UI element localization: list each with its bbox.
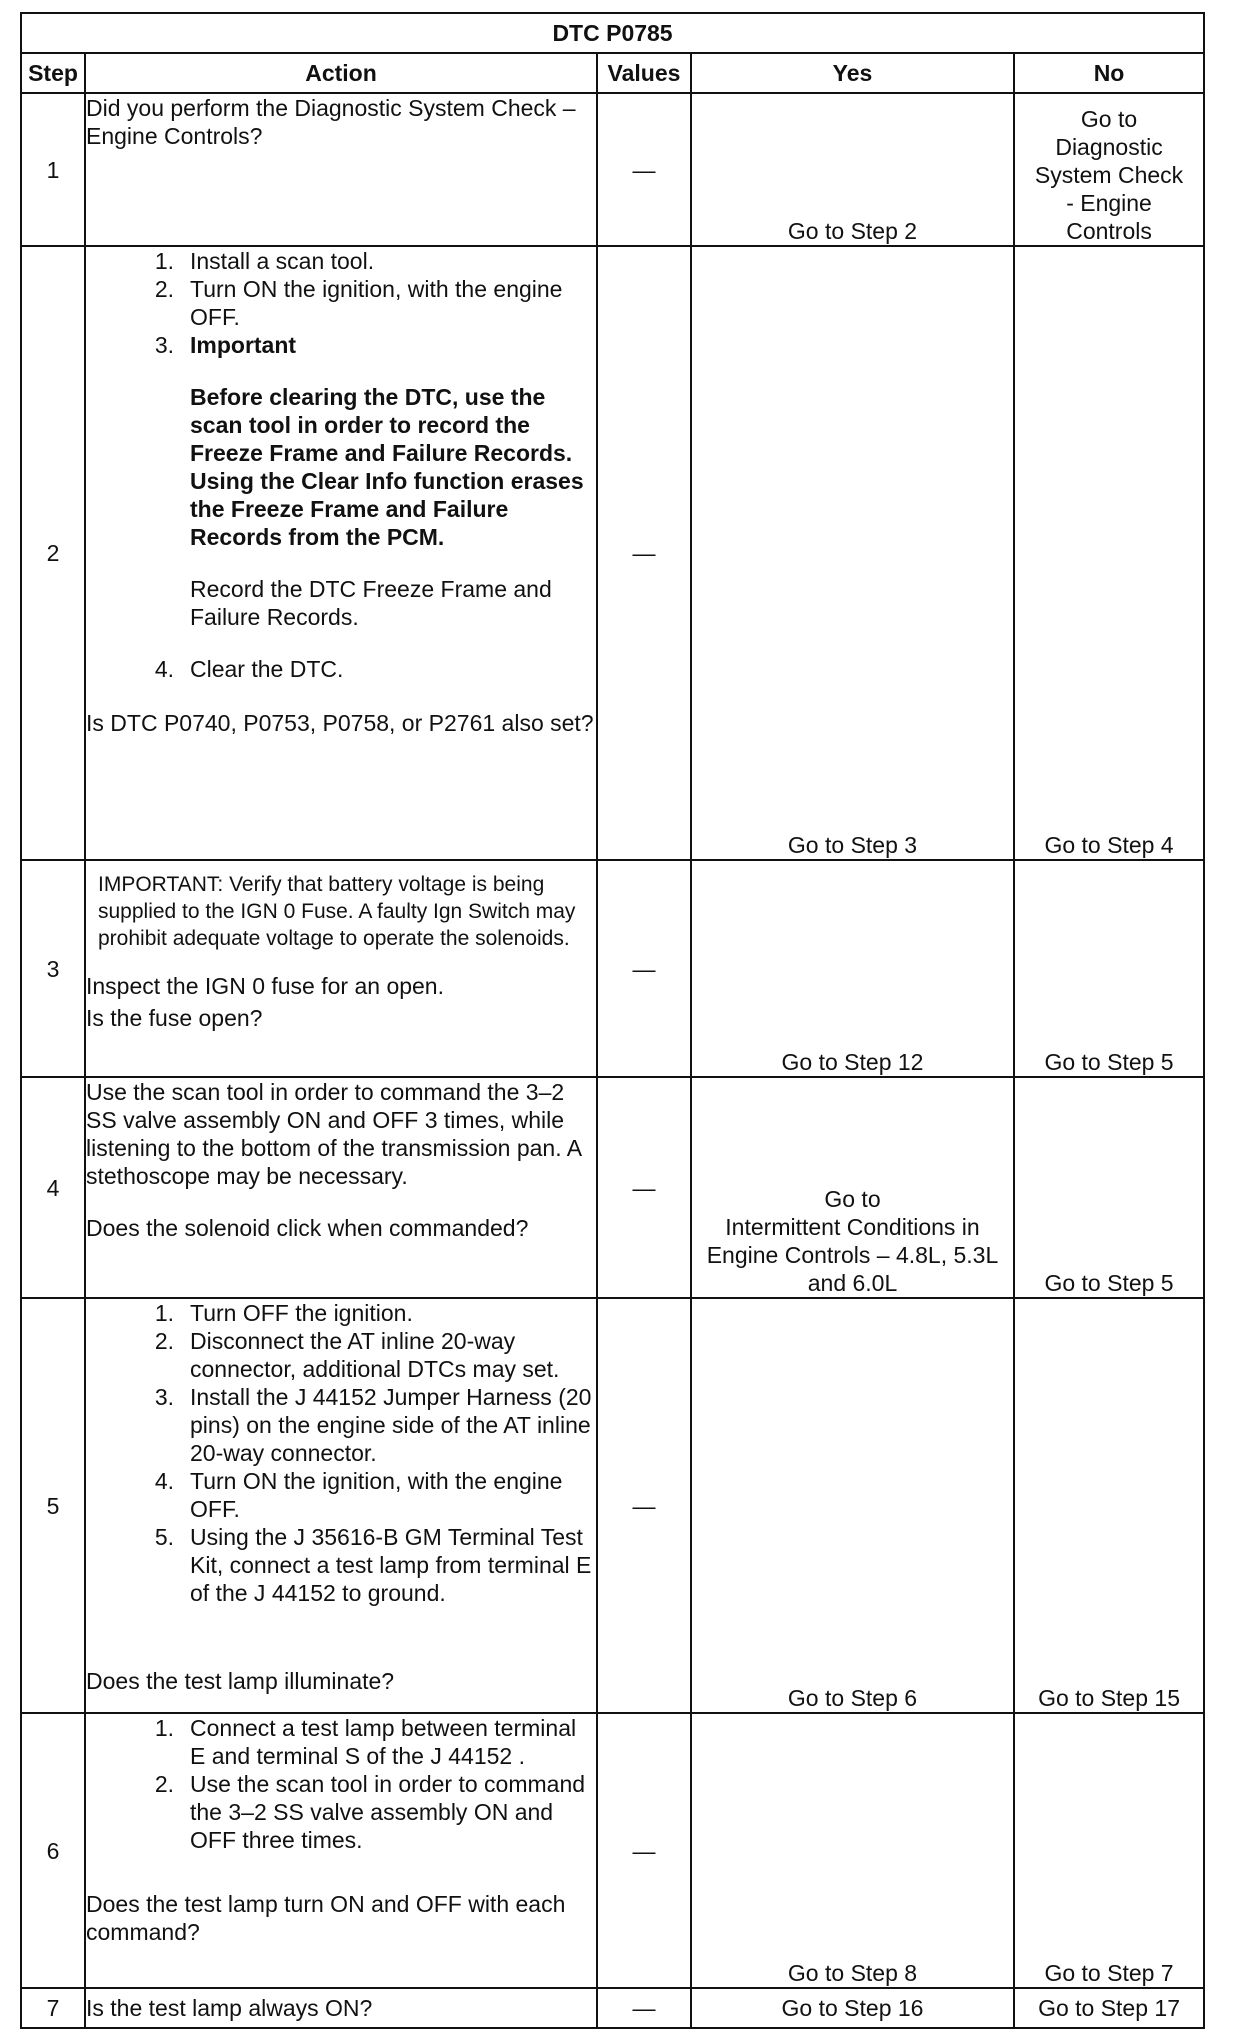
- step-number: 3: [21, 860, 85, 1077]
- yes-cell: [691, 1077, 1014, 1298]
- instruction-text: Use the scan tool in order to command the 3–2 SS valve assembly ON and OFF 3 times, while listening to the bottom of the transmission pan. A stethoscope may be necessary.: [86, 1079, 581, 1189]
- important-note: IMPORTANT: Verify that battery voltage is being supplied to the IGN 0 Fuse. A faulty Ign Switch may prohibit adequate voltage to operate the solenoids.: [98, 873, 576, 950]
- yes-line: Engine Controls – 4.8L, 5.3L: [706, 1242, 999, 1268]
- dtc-document: [20, 12, 1203, 2029]
- question-text: Is DTC P0740, P0753, P0758, or P2761 also set?: [86, 710, 594, 736]
- table-row-step-6: [21, 1713, 1204, 1988]
- dtc-table: [20, 12, 1205, 2029]
- table-title: DTC P0785: [21, 13, 1204, 53]
- table-row-step-3: [21, 860, 1204, 1077]
- procedure-list: [86, 1714, 596, 1854]
- no-cell: Go to Step 5: [1014, 860, 1204, 1077]
- action-cell: [85, 1298, 597, 1713]
- yes-line: Intermittent Conditions in: [725, 1214, 980, 1240]
- list-item: 2. Turn ON the ignition, with the engine OFF.: [154, 276, 563, 330]
- step-number: 4: [21, 1077, 85, 1298]
- action-text: Did you perform the Diagnostic System Check – Engine Controls?: [86, 95, 576, 149]
- action-cell: [85, 860, 597, 1077]
- yes-cell: Go to Step 6: [691, 1298, 1014, 1713]
- header-values: Values: [597, 53, 691, 93]
- values-cell: —: [597, 93, 691, 246]
- header-yes: Yes: [691, 53, 1014, 93]
- list-item: 1. Connect a test lamp between terminal E and terminal S of the J 44152 .: [154, 1715, 577, 1769]
- yes-line: Go to: [824, 1186, 881, 1212]
- question-text: Does the test lamp turn ON and OFF with each command?: [86, 1891, 566, 1945]
- table-title-row: [21, 13, 1204, 53]
- no-cell: Go to Step 7: [1014, 1713, 1204, 1988]
- table-row-step-5: [21, 1298, 1204, 1713]
- no-line: System Check: [1034, 162, 1184, 188]
- step-number: 1: [21, 93, 85, 246]
- list-item: 4. Clear the DTC.: [154, 656, 344, 682]
- yes-cell: Go to Step 16: [691, 1988, 1014, 2028]
- action-cell: [85, 1077, 597, 1298]
- values-cell: —: [597, 1713, 691, 1988]
- list-item: 5. Using the J 35616-B GM Terminal Test Kit, connect a test lamp from terminal E of the J 44152 to ground.: [154, 1524, 592, 1606]
- list-item: 4. Turn ON the ignition, with the engine OFF.: [154, 1468, 563, 1522]
- no-cell: Go to Step 15: [1014, 1298, 1204, 1713]
- no-line: - Engine: [1066, 190, 1152, 216]
- values-cell: —: [597, 1988, 691, 2028]
- yes-cell: Go to Step 3: [691, 246, 1014, 860]
- header-action: Action: [85, 53, 597, 93]
- yes-cell: Go to Step 2: [691, 93, 1014, 246]
- yes-line: and 6.0L: [807, 1270, 898, 1296]
- no-line: Diagnostic: [1055, 134, 1163, 160]
- header-no: No: [1014, 53, 1204, 93]
- list-item: 2. Use the scan tool in order to command the 3–2 SS valve assembly ON and OFF three times.: [154, 1771, 586, 1853]
- action-cell: [85, 1988, 597, 2028]
- values-cell: —: [597, 1077, 691, 1298]
- question-text: Does the solenoid click when commanded?: [86, 1215, 529, 1241]
- action-cell: [85, 246, 597, 860]
- table-row-step-1: [21, 93, 1204, 246]
- list-item: 1. Turn OFF the ignition.: [154, 1300, 413, 1326]
- action-cell: [85, 1713, 597, 1988]
- no-cell: [1014, 93, 1204, 246]
- list-item-continuation: [86, 359, 596, 551]
- no-cell: Go to Step 4: [1014, 246, 1204, 860]
- no-cell: Go to Step 17: [1014, 1988, 1204, 2028]
- step-number: 7: [21, 1988, 85, 2028]
- no-cell: Go to Step 5: [1014, 1077, 1204, 1298]
- record-text: Record the DTC Freeze Frame and Failure Records.: [190, 576, 552, 630]
- values-cell: —: [597, 860, 691, 1077]
- no-line: Go to: [1080, 106, 1138, 132]
- values-cell: —: [597, 246, 691, 860]
- table-row-step-2: [21, 246, 1204, 860]
- instruction-text: Inspect the IGN 0 fuse for an open.: [86, 973, 444, 999]
- question-text: Does the test lamp illuminate?: [86, 1668, 395, 1694]
- list-item: 1. Install a scan tool.: [154, 248, 375, 274]
- header-step: Step: [21, 53, 85, 93]
- header-row: [21, 53, 1204, 93]
- list-item-continuation: [86, 551, 596, 631]
- table-row-step-7: [21, 1988, 1204, 2028]
- list-item: 2. Disconnect the AT inline 20-way connector, additional DTCs may set.: [154, 1328, 560, 1382]
- yes-cell: Go to Step 8: [691, 1713, 1014, 1988]
- important-text: Before clearing the DTC, use the scan tool in order to record the Freeze Frame and Failure Records. Using the Clear Info function erases the Freeze Frame and Failure Records from the PCM.: [190, 384, 584, 550]
- list-item: 3. Install the J 44152 Jumper Harness (20 pins) on the engine side of the AT inline 20-way connector.: [154, 1384, 592, 1466]
- step-number: 2: [21, 246, 85, 860]
- step-number: 6: [21, 1713, 85, 1988]
- step-number: 5: [21, 1298, 85, 1713]
- action-cell: [85, 93, 597, 246]
- question-text: Is the fuse open?: [86, 1005, 263, 1031]
- table-row-step-4: [21, 1077, 1204, 1298]
- no-line: Controls: [1066, 218, 1152, 244]
- action-text: Is the test lamp always ON?: [86, 1995, 373, 2021]
- procedure-list: [86, 247, 596, 683]
- values-cell: —: [597, 1298, 691, 1713]
- procedure-list: [86, 1299, 596, 1607]
- list-item: 3. Important: [154, 332, 297, 358]
- yes-cell: Go to Step 12: [691, 860, 1014, 1077]
